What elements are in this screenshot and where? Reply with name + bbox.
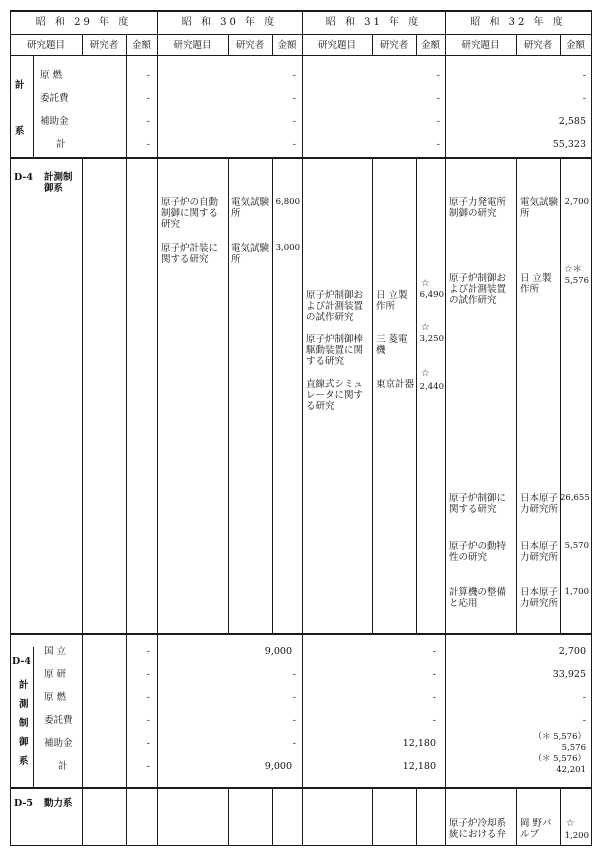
y32-genken-amount: 33,925 [552,669,586,680]
year-30-header: 昭 和 30 年 度 [181,17,278,28]
d4-row-label: 国 立 [44,646,67,657]
summary-row-label: 原 燃 [40,70,63,81]
year-29-header: 昭 和 29 年 度 [35,17,132,28]
y31-topic-3: 直線式シミュレータに関する研究 [306,379,364,412]
d4-row-label: 委託費 [44,715,73,726]
y31-total-amount: 12,180 [402,761,436,772]
summary-row-label: 計 [56,139,66,150]
year-32-header: 昭 和 32 年 度 [470,17,566,28]
col-rule [228,789,229,845]
header-rule [10,34,592,35]
y32-researcher-3: 日本原子力研究所 [520,493,559,515]
dash: - [146,139,150,150]
dash: - [582,70,586,81]
col-rule [126,158,127,633]
y31-amount-2: 3,250 [419,334,444,344]
frame-top [10,10,592,12]
y32-researcher-4: 日本原子力研究所 [520,541,559,563]
y32-kokuritsu-amount: 2,700 [558,646,586,657]
dash: - [146,761,150,772]
frame-left [10,10,11,846]
y32-researcher-2: 日 立製作所 [520,273,552,295]
col-rule [272,789,273,845]
y32-amount-2: 5,576 [564,276,589,286]
header-rule [10,55,592,56]
y31-amount-3: 2,440 [419,382,444,392]
summary-side-label: 系 [15,126,25,137]
d4-row-label: 原 燃 [44,692,67,703]
section-rule [10,633,592,635]
y32-researcher-1: 電気試験所 [520,197,559,219]
d4-summary-code: D-4 [12,656,31,667]
y32-topic-5: 計算機の整備と応用 [449,587,507,609]
col-rule [416,158,417,633]
y31-topic-2: 原子炉制御棒駆動装置に関する研究 [306,334,364,367]
star-mark: ☆＊ [564,264,583,275]
y32-amount-3: 26,655 [560,493,590,503]
dash: - [146,669,150,680]
dash: - [582,93,586,104]
dash: - [292,93,296,104]
col-rule [126,789,127,845]
y31-amount-1: 6,490 [419,290,444,300]
col-rule [82,635,83,787]
d5-name: 動力系 [44,798,73,809]
col-researcher-30: 研究者 [235,40,265,51]
d5-y32-researcher: 岡 野バルブ [520,818,552,840]
star-mark: ☆ [421,368,430,379]
col-rule [372,158,373,633]
y32-total-amount: 42,201 [556,765,586,775]
d4-side-char: 測 [19,699,29,710]
dash: - [432,692,436,703]
summary-row-label: 委託費 [40,93,69,104]
col-topic-29: 研究題目 [26,40,65,51]
col-amount-31: 金額 [420,40,440,51]
dash: - [432,646,436,657]
col-rule [516,789,517,845]
dash: - [146,692,150,703]
y31-topic-1: 原子炉制御および計測装置の試作研究 [306,290,364,323]
dash: - [292,738,296,749]
y32-researcher-5: 日本原子力研究所 [520,587,559,609]
col-amount-29: 金額 [131,40,151,51]
y32-hojo-line: （＊ 5,576） [533,754,586,764]
d4-side-char: 制 [19,718,29,729]
y30-researcher-1: 電気試験所 [231,197,270,219]
dash: - [432,715,436,726]
dash: - [292,692,296,703]
section-rule [10,157,592,159]
col-amount-32: 金額 [565,40,585,51]
col-rule [82,158,83,633]
dash: - [436,116,440,127]
d4-side-char: 御 [19,737,29,748]
y30-topic-2: 原子炉計装に関する研究 [161,243,219,265]
y30-amount-1: 6,800 [275,197,300,207]
col-rule [560,158,561,633]
col-topic-31: 研究題目 [317,40,356,51]
col-rule [33,647,34,787]
d4-row-label: 補助金 [44,738,73,749]
col-rule [82,789,83,845]
dash: - [432,669,436,680]
dash: - [582,692,586,703]
d5-y32-topic: 原子炉冷却系統における弁 [449,818,507,840]
d4-side-char: 系 [19,756,29,767]
frame-right [591,10,592,846]
y32-amount-4: 5,570 [564,541,589,551]
d4-side-char: 計 [19,680,29,691]
col-rule [516,158,517,633]
d4-row-label: 原 研 [44,669,67,680]
dash: - [292,715,296,726]
d5-code: D-5 [14,798,33,809]
col-topic-32: 研究題目 [461,40,500,51]
y32-amount-1: 2,700 [564,197,589,207]
dash: - [146,646,150,657]
dash: - [436,93,440,104]
y30-kokuritsu-amount: 9,000 [264,646,292,657]
col-researcher-32: 研究者 [523,40,553,51]
y30-researcher-2: 電気試験所 [231,243,270,265]
year-divider [157,10,158,846]
y31-researcher-3: 東京計器 [376,379,415,390]
y30-topic-1: 原子炉の自動制御に関する研究 [161,197,219,230]
y31-researcher-2: 三 菱電 機 [376,334,408,356]
year-31-header: 昭 和 31 年 度 [325,17,422,28]
y32-hojo-amount: 2,585 [558,116,586,127]
summary-side-label: 計 [15,80,25,91]
d4-row-label: 計 [58,761,68,772]
dash: - [292,669,296,680]
section-rule [10,787,592,789]
frame-bottom [10,845,592,846]
d4-name: 計測制御系 [44,172,73,194]
d5-y32-amount: 1,200 [564,831,589,841]
year-divider [302,10,303,846]
y32-topic-2: 原子炉制御および計測装置の試作研究 [449,273,507,306]
y30-amount-2: 3,000 [275,243,300,253]
y32-topic-4: 原子炉の動特性の研究 [449,541,507,563]
dash: - [146,70,150,81]
dash: - [582,715,586,726]
y32-hojo-line: 5,576 [561,743,586,753]
col-rule [272,158,273,633]
col-rule [33,55,34,157]
col-researcher-29: 研究者 [89,40,119,51]
col-rule [416,789,417,845]
y32-amount-5: 1,700 [564,587,589,597]
dash: - [436,139,440,150]
d4-code: D-4 [14,172,33,183]
dash: - [436,70,440,81]
y32-topic-1: 原子力発電所制御の研究 [449,197,507,219]
y31-hojo-amount: 12,180 [402,738,436,749]
star-mark: ☆ [421,278,430,289]
dash: - [292,70,296,81]
dash: - [146,116,150,127]
y32-total-amount: 55,323 [552,139,586,150]
star-mark: ☆ [421,322,430,333]
col-amount-30: 金額 [277,40,297,51]
star-mark: ☆ [566,818,575,829]
col-rule [372,789,373,845]
col-researcher-31: 研究者 [379,40,409,51]
y31-researcher-1: 日 立製作所 [376,290,408,312]
y30-total-amount: 9,000 [264,761,292,772]
dash: - [292,116,296,127]
dash: - [146,715,150,726]
dash: - [292,139,296,150]
summary-row-label: 補助金 [40,116,69,127]
year-divider [445,10,446,846]
dash: - [146,738,150,749]
y32-hojo-line: （＊ 5,576） [533,732,586,742]
y32-topic-3: 原子炉制御に関する研究 [449,493,507,515]
col-topic-30: 研究題目 [173,40,212,51]
dash: - [146,93,150,104]
col-rule [228,158,229,633]
